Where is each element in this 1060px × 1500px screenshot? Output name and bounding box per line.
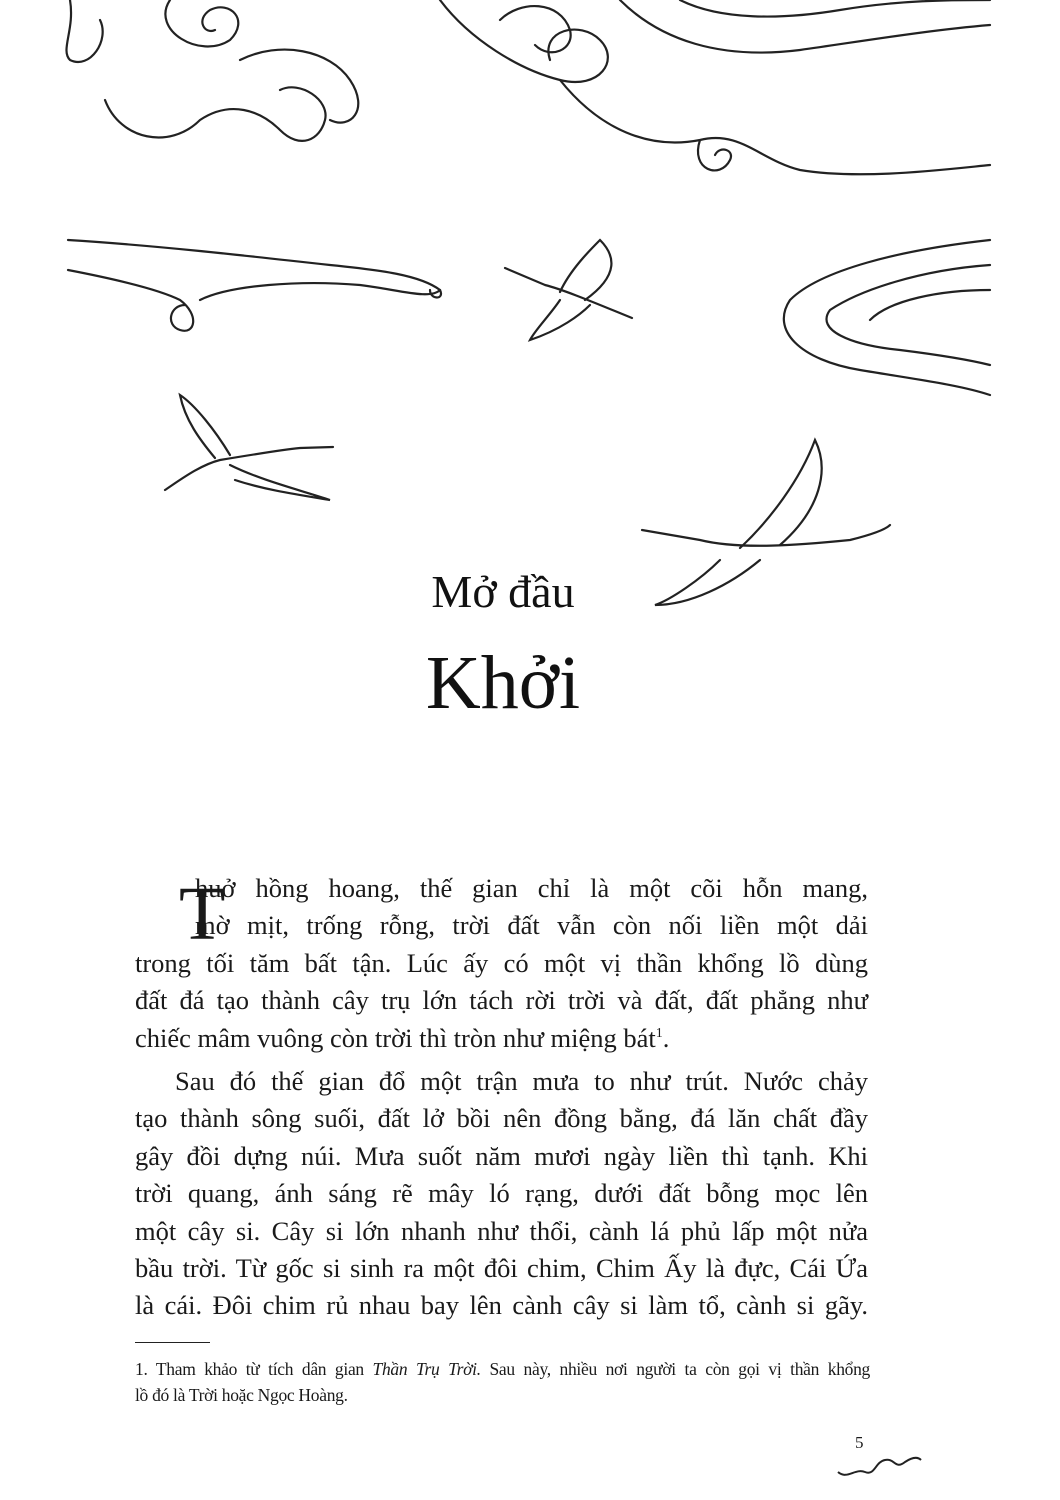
text-line: đất đá tạo thành cây trụ lớn tách rời trời và đất, đất phẳng như bbox=[135, 985, 868, 1016]
text-span: chiếc mâm vuông còn trời thì tròn như miệng bát bbox=[135, 1022, 656, 1053]
text-line: gây đồi dựng núi. Mưa suốt năm mươi ngày liền thì tạnh. Khi bbox=[135, 1140, 868, 1171]
page-number: 5 bbox=[855, 1433, 864, 1452]
cloud-mid-right-icon bbox=[784, 240, 990, 395]
crane-left-icon bbox=[165, 395, 333, 500]
text-line: trời quang, ánh sáng rẽ mây ló rạng, dưới đất bỗng mọc lên bbox=[135, 1178, 868, 1209]
chapter-subtitle: Mở đầu bbox=[431, 566, 575, 617]
text-line: là cái. Đôi chim rủ nhau bay lên cành cây si làm tổ, cành si gãy. bbox=[135, 1290, 868, 1321]
clouds-and-cranes-illustration bbox=[0, 0, 1060, 620]
text-line: bầu trời. Từ gốc si sinh ra một đôi chim, Chim Ấy là đực, Cái Ứa bbox=[135, 1252, 868, 1283]
footnote-reference: 1 bbox=[655, 1025, 663, 1041]
drop-cap: T bbox=[179, 872, 226, 956]
cloud-top-right-icon bbox=[440, 0, 990, 174]
text-line: Sau đó thế gian đổ một trận mưa to như trút. Nước chảy bbox=[175, 1065, 868, 1096]
text-line bbox=[135, 1020, 868, 1057]
paragraph-1 bbox=[135, 870, 868, 1057]
chapter-title: Khởi bbox=[425, 641, 581, 725]
crane-top-icon bbox=[505, 240, 632, 340]
footnote-number: 1. bbox=[135, 1359, 148, 1379]
cloud-mid-left-icon bbox=[68, 240, 441, 331]
text-line: một cây si. Cây si lớn nhanh như thổi, cành lá phủ lấp một nửa bbox=[135, 1215, 868, 1246]
cloud-top-left-icon bbox=[66, 0, 358, 141]
footnote-text: Sau này, nhiều nơi người ta còn gọi vị thần khổng bbox=[489, 1359, 870, 1379]
page-ornament-icon bbox=[835, 1450, 925, 1480]
text-line: huở hồng hoang, thế gian chỉ là một cõi hỗn mang, bbox=[195, 873, 868, 903]
footnote-title: Thần Trụ Trời. bbox=[372, 1359, 481, 1379]
body-text bbox=[135, 870, 868, 1325]
text-line: trong tối tăm bất tận. Lúc ấy có một vị thần khổng lồ dùng bbox=[135, 947, 868, 978]
footnote-line bbox=[135, 1356, 870, 1382]
footnote bbox=[135, 1356, 870, 1408]
text-span: . bbox=[662, 1022, 670, 1053]
footnote-text: Tham khảo từ tích dân gian bbox=[155, 1359, 364, 1379]
footnote-divider bbox=[135, 1342, 210, 1343]
text-line: mờ mịt, trống rỗng, trời đất vẫn còn nối liền một dải bbox=[195, 910, 868, 941]
footnote-line: lồ đó là Trời hoặc Ngọc Hoàng. bbox=[135, 1385, 348, 1405]
paragraph-2 bbox=[135, 1063, 868, 1325]
text-line: tạo thành sông suối, đất lở bồi nên đồng bằng, đá lăn chất đầy bbox=[135, 1103, 868, 1134]
